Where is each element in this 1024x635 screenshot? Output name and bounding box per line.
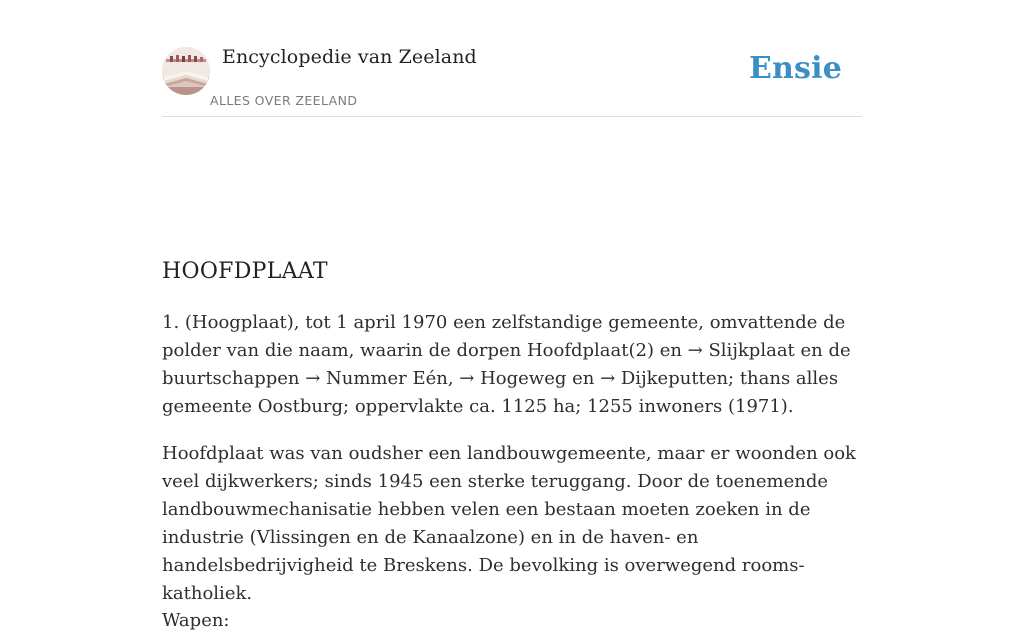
site-header — [162, 0, 862, 117]
page-wrapper — [162, 0, 862, 631]
site-title[interactable]: Encyclopedie van Zeeland — [222, 46, 477, 68]
ensie-brand-link[interactable]: Ensie — [748, 51, 842, 86]
entry-paragraph: Hoofdplaat was van oudsher een landbouwgemeente, maar er woonden ook veel dijkwerkers; sinds 1945 een sterke teruggang. Door de toenemende landbouwmechanisatie hebben velen een bestaan moeten zoeken in de industrie (Vlissingen en de Kanaalzone) en in de haven- en handelsbedrijvigheid te Breskens. De bevolking is overwegend rooms-katholiek. — [162, 443, 856, 604]
site-tagline: ALLES OVER ZEELAND — [210, 93, 358, 108]
entry-title: HOOFDPLAAT — [162, 259, 328, 284]
entry-paragraph: Wapen: — [162, 610, 230, 631]
book-stack-icon[interactable] — [162, 47, 210, 95]
entry-paragraph: 1. (Hoogplaat), tot 1 april 1970 een zelfstandige gemeente, omvattende de polder van die naam, waarin de dorpen Hoofdplaat(2) en → Slijkplaat en de buurtschappen → Nummer Eén, → Hogeweg en → Dijkeputten; thans alles gemeente Oostburg; oppervlakte ca. 1125 ha; 1255 inwoners (1971). — [162, 312, 851, 417]
